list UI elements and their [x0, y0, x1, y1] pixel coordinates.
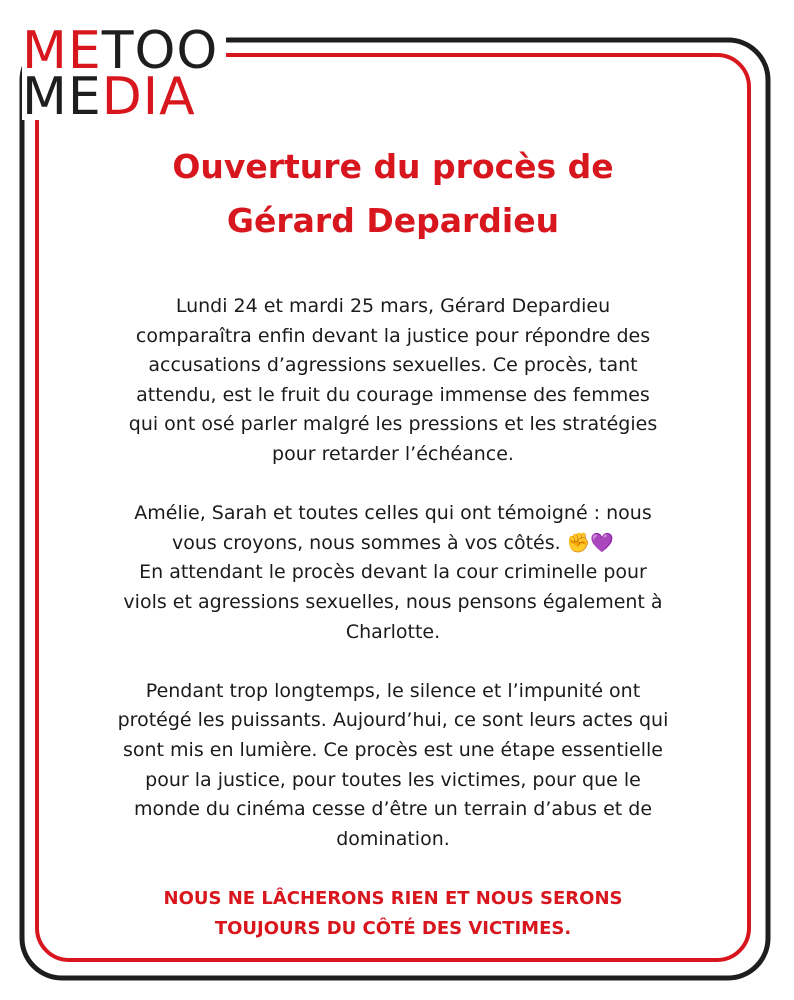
paragraph-1-line: attendu, est le fruit du courage immense des femmes — [136, 383, 650, 406]
paragraph-2 — [70, 499, 716, 647]
logo-me-red: ME — [22, 21, 102, 81]
logo-me-black: ME — [22, 67, 102, 127]
logo-dia-red: DIA — [101, 67, 196, 127]
paragraph-3-line: Pendant trop longtemps, le silence et l’impunité ont — [145, 679, 641, 702]
paragraph-2-line: viols et agressions sexuelles, nous pensons également à — [123, 590, 663, 613]
closing-line-2: TOUJOURS DU CÔTÉ DES VICTIMES. — [214, 918, 572, 940]
post-content — [70, 140, 716, 944]
title-line-2: Gérard Depardieu — [226, 201, 560, 240]
paragraph-1-line: accusations d’agressions sexuelles. Ce procès, tant — [148, 354, 638, 377]
logo-too-black: TOO — [101, 21, 219, 81]
logo-line-2 — [22, 67, 218, 127]
paragraph-1 — [70, 292, 716, 470]
page-title — [70, 140, 716, 248]
paragraph-3-line: pour la justice, pour toutes les victimes, pour que le — [145, 768, 641, 791]
closing-line-1: NOUS NE LÂCHERONS RIEN ET NOUS SERONS — [163, 888, 623, 910]
paragraph-1-line: Lundi 24 et mardi 25 mars, Gérard Depardieu — [175, 295, 611, 317]
paragraph-2-line: vous croyons, nous sommes à vos côtés. ✊💜 — [171, 531, 614, 554]
paragraph-1-line: comparaîtra enfin devant la justice pour répondre des — [135, 324, 651, 347]
paragraph-3-line: domination. — [336, 827, 450, 850]
paragraph-2-line: En attendant le procès devant la cour criminelle pour — [139, 561, 647, 584]
paragraph-1-line: pour retarder l’échéance. — [272, 442, 514, 465]
paragraph-3-line: protégé les puissants. Aujourd’hui, ce sont leurs actes qui — [117, 709, 669, 732]
closing-statement — [70, 884, 716, 944]
paragraph-1-line: qui ont osé parler malgré les pressions et les stratégies — [128, 413, 658, 436]
paragraph-3-line: monde du cinéma cesse d’être un terrain d’abus et de — [133, 798, 653, 821]
paragraph-3 — [70, 677, 716, 855]
paragraph-2-line: Amélie, Sarah et toutes celles qui ont témoigné : nous — [134, 502, 652, 525]
paragraph-2-line: Charlotte. — [345, 620, 441, 643]
body-text — [70, 292, 716, 854]
metoo-media-logo — [22, 21, 226, 127]
title-line-1: Ouverture du procès de — [172, 147, 614, 186]
paragraph-3-line: sont mis en lumière. Ce procès est une étape essentielle — [122, 738, 663, 761]
